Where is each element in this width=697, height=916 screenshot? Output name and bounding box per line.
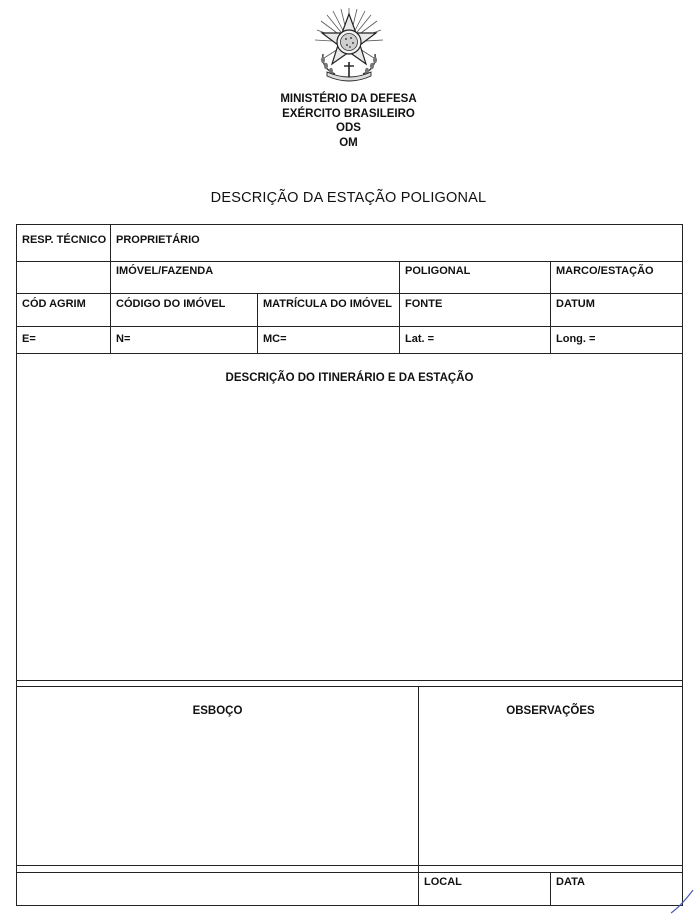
row-divider-3: [17, 326, 682, 327]
label-long: Long. =: [556, 333, 596, 345]
label-poligonal: POLIGONAL: [405, 265, 471, 277]
section-divider-b: [17, 686, 682, 687]
row-divider-2: [17, 293, 682, 294]
col-divider-sketch: [418, 686, 419, 905]
pen-mark-icon: [669, 888, 695, 914]
label-esboco: ESBOÇO: [192, 705, 243, 717]
col-divider-2: [257, 293, 258, 353]
row-divider-1: [17, 261, 682, 262]
label-imovel-fazenda: IMÓVEL/FAZENDA: [116, 265, 214, 277]
section-divider-d: [17, 872, 682, 873]
label-lat: Lat. =: [405, 333, 435, 345]
col-divider-3: [399, 261, 400, 353]
header-om: OM: [339, 136, 358, 149]
label-datum: DATUM: [556, 298, 595, 310]
label-n: N=: [116, 333, 131, 345]
col-divider-4: [550, 261, 551, 353]
label-marco-estacao: MARCO/ESTAÇÃO: [556, 265, 654, 277]
label-proprietario: PROPRIETÁRIO: [116, 234, 200, 246]
label-cod-agrim: CÓD AGRIM: [22, 298, 86, 310]
header-ods: ODS: [336, 122, 361, 134]
header-ministry: MINISTÉRIO DA DEFESA: [280, 93, 417, 105]
label-fonte: FONTE: [405, 298, 443, 310]
header-army: EXÉRCITO BRASILEIRO: [282, 107, 415, 120]
label-local: LOCAL: [424, 876, 462, 888]
station-form: [16, 224, 683, 906]
label-e: E=: [22, 333, 36, 345]
coat-of-arms-emblem: [313, 6, 385, 82]
section-divider-c: [17, 865, 682, 866]
label-matricula-imovel: MATRÍCULA DO IMÓVEL: [263, 298, 392, 310]
label-observacoes: OBSERVAÇÕES: [506, 705, 595, 717]
col-divider-1: [110, 225, 111, 353]
page-title: DESCRIÇÃO DA ESTAÇÃO POLIGONAL: [210, 190, 487, 206]
ministry-header: [0, 92, 697, 150]
label-descricao-itinerario: DESCRIÇÃO DO ITINERÁRIO E DA ESTAÇÃO: [225, 372, 474, 384]
col-divider-date: [550, 872, 551, 905]
row-divider-4: [17, 353, 682, 354]
label-resp-tecnico: RESP. TÉCNICO: [22, 234, 107, 246]
section-divider-a: [17, 680, 682, 681]
label-codigo-imovel: CÓDIGO DO IMÓVEL: [116, 298, 226, 310]
label-mc: MC=: [263, 333, 287, 345]
label-data: DATA: [556, 876, 585, 888]
